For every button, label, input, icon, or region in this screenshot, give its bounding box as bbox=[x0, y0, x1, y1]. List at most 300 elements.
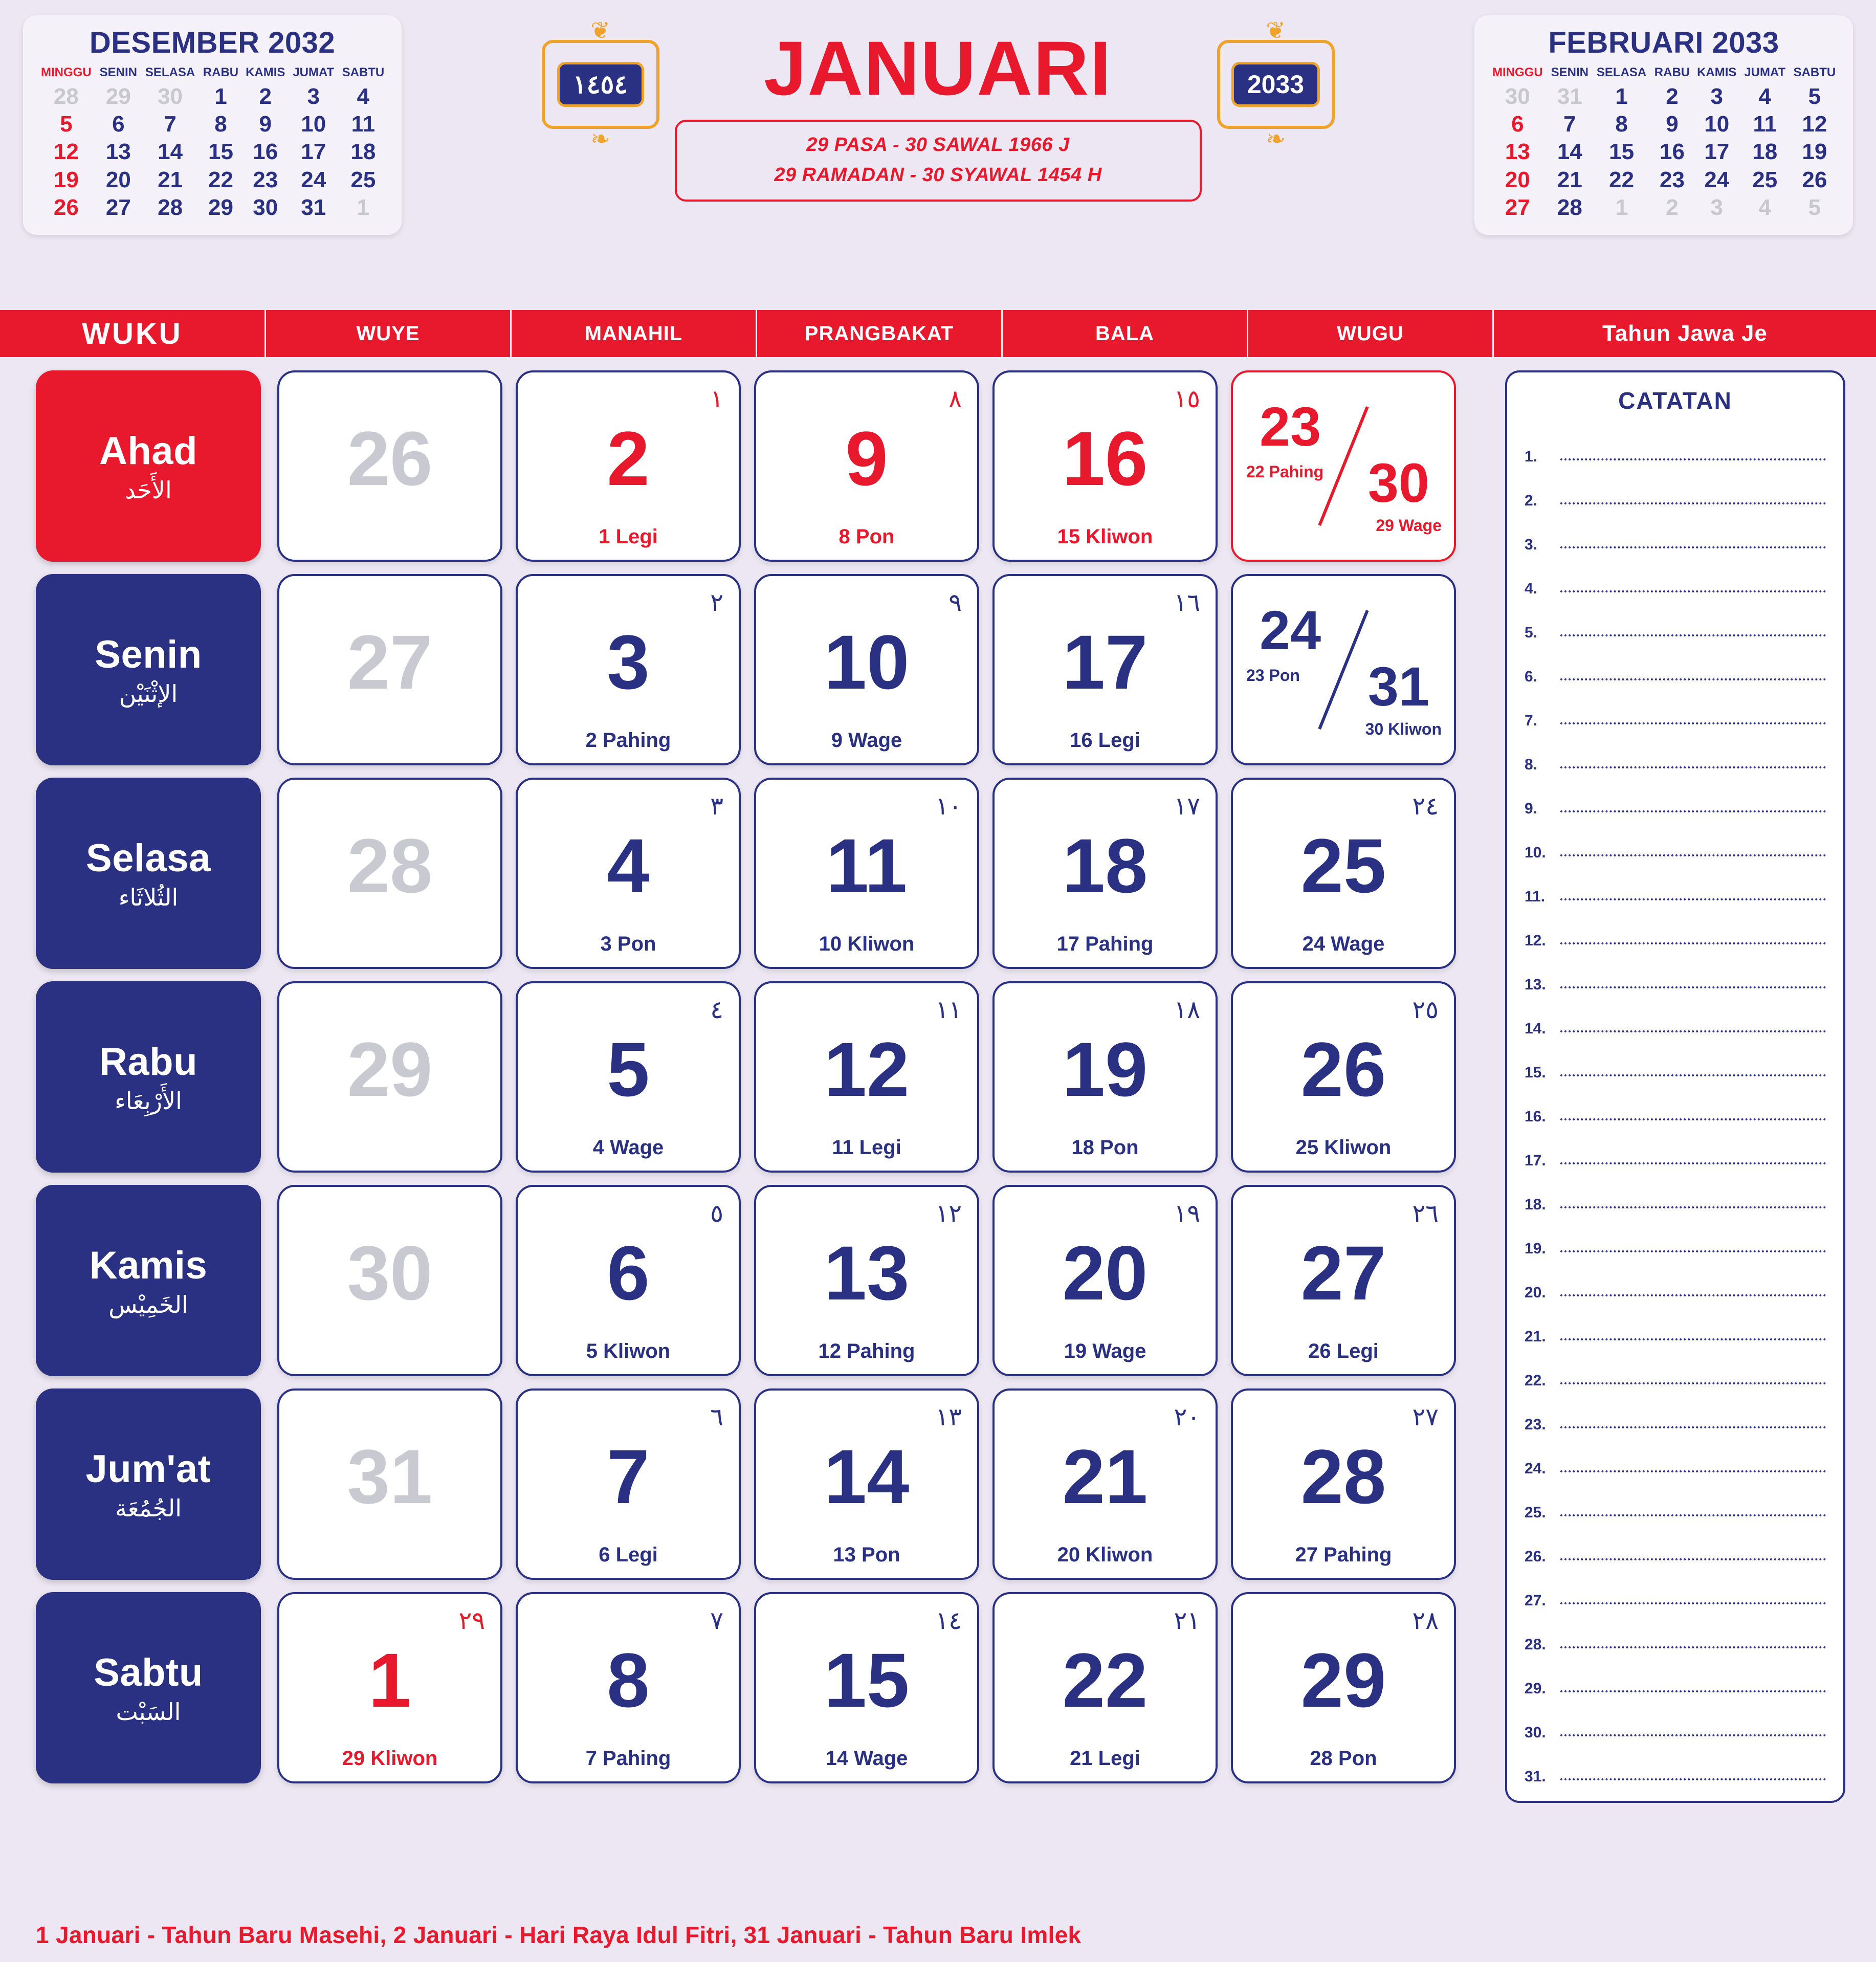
note-line-rule bbox=[1560, 1118, 1826, 1120]
date-cell[interactable] bbox=[754, 778, 979, 969]
date-cell[interactable] bbox=[1231, 1388, 1456, 1580]
pasaran-label: 26 Legi bbox=[1308, 1340, 1379, 1362]
pasaran-label: 18 Pon bbox=[1071, 1136, 1139, 1159]
date-number: 26 bbox=[1300, 1026, 1386, 1112]
hijri-date-number: ١٤ bbox=[935, 1606, 962, 1635]
date-cell[interactable] bbox=[992, 1185, 1218, 1376]
note-line-number: 30. bbox=[1525, 1724, 1546, 1741]
mini-next-weekday-header: SENIN bbox=[1551, 65, 1589, 79]
mini-prev-weekday-header: MINGGU bbox=[41, 65, 92, 79]
note-line-number: 22. bbox=[1525, 1372, 1546, 1389]
note-line[interactable] bbox=[1525, 906, 1826, 950]
day-name-arabic: السَبْت bbox=[116, 1698, 181, 1726]
javanese-year-label: Tahun Jawa Je bbox=[1602, 321, 1768, 346]
note-line-rule bbox=[1560, 1338, 1826, 1340]
pasaran-label: 28 Pon bbox=[1310, 1747, 1377, 1770]
note-line[interactable] bbox=[1525, 1170, 1826, 1214]
mini-prev-weekday-header: KAMIS bbox=[246, 65, 285, 79]
mini-next-week-row bbox=[1488, 83, 1840, 111]
mini-prev-day-cell[interactable]: 9 bbox=[259, 112, 272, 137]
wuku-column-header: WUGU bbox=[1248, 310, 1494, 357]
note-line[interactable] bbox=[1525, 1654, 1826, 1698]
note-line[interactable] bbox=[1525, 1741, 1826, 1785]
note-line[interactable] bbox=[1525, 994, 1826, 1038]
date-number: 17 bbox=[1062, 619, 1148, 705]
pasaran-label: 8 Pon bbox=[838, 525, 895, 548]
note-line-number: 10. bbox=[1525, 844, 1546, 861]
note-line[interactable] bbox=[1525, 642, 1826, 686]
calendar-week-row bbox=[36, 364, 1499, 568]
subtitle-javanese: 29 PASA - 30 SAWAL 1966 J bbox=[806, 134, 1070, 156]
mini-next-day-cell[interactable]: 7 bbox=[1563, 112, 1576, 137]
mini-prev-weekday-header: SELASA bbox=[145, 65, 195, 79]
date-cell[interactable] bbox=[992, 1592, 1218, 1783]
mini-prev-day-cell[interactable]: 24 bbox=[301, 167, 326, 192]
date-cell[interactable] bbox=[516, 574, 741, 765]
day-name-latin: Ahad bbox=[99, 429, 197, 473]
date-number: 15 bbox=[824, 1637, 910, 1723]
date-number: 26 bbox=[347, 415, 433, 501]
mini-prev-weekday-header: RABU bbox=[203, 65, 239, 79]
date-number: 28 bbox=[1300, 1434, 1386, 1519]
mini-prev-day-cell[interactable]: 6 bbox=[112, 112, 125, 137]
day-name-arabic: الإثْنَيْن bbox=[119, 679, 178, 708]
hijri-date-number: ٣ bbox=[710, 792, 723, 821]
mini-next-day-cell[interactable]: 17 bbox=[1704, 139, 1730, 165]
note-line-rule bbox=[1560, 1602, 1826, 1604]
day-name-arabic: الأَحَد bbox=[125, 476, 172, 504]
note-line-rule bbox=[1560, 1294, 1826, 1296]
date-cell[interactable] bbox=[516, 981, 741, 1173]
day-name-label bbox=[36, 1592, 261, 1783]
pasaran-label: 5 Kliwon bbox=[586, 1340, 671, 1362]
note-line-rule bbox=[1560, 1382, 1826, 1384]
hijri-date-number: ٢٩ bbox=[458, 1606, 485, 1635]
note-line[interactable] bbox=[1525, 1610, 1826, 1654]
day-name-arabic: الثُلاثَاء bbox=[118, 883, 179, 911]
date-split-divider bbox=[1318, 406, 1369, 526]
date-number: 2 bbox=[607, 415, 650, 501]
date-cell[interactable] bbox=[1231, 370, 1456, 562]
month-title-block bbox=[675, 20, 1202, 202]
note-line-rule bbox=[1560, 986, 1826, 988]
mini-next-day-cell[interactable]: 5 bbox=[1808, 194, 1821, 220]
mini-prev-week-row bbox=[36, 138, 388, 166]
day-name-latin: Sabtu bbox=[94, 1650, 203, 1694]
mini-next-weekday-header: JUMAT bbox=[1744, 65, 1786, 79]
hijri-year-ornament bbox=[537, 17, 665, 152]
note-line[interactable] bbox=[1525, 598, 1826, 642]
mini-prev-day-cell[interactable]: 11 bbox=[351, 112, 376, 137]
day-name-label bbox=[36, 370, 261, 562]
mini-next-day-cell[interactable]: 27 bbox=[1505, 194, 1530, 220]
note-line[interactable] bbox=[1525, 1126, 1826, 1170]
date-number: 22 bbox=[1062, 1637, 1148, 1723]
wuku-column-header: BALA bbox=[1003, 310, 1248, 357]
day-name-label bbox=[36, 1388, 261, 1580]
note-line-rule bbox=[1560, 546, 1826, 548]
date-cell[interactable] bbox=[277, 1592, 502, 1783]
mini-prev-weekday-header: SABTU bbox=[342, 65, 385, 79]
pasaran-label: 25 Kliwon bbox=[1295, 1136, 1392, 1159]
page-title: JANUARI bbox=[764, 25, 1112, 111]
mini-calendar-next-table bbox=[1488, 65, 1840, 222]
mini-next-day-cell[interactable]: 14 bbox=[1557, 139, 1582, 165]
mini-calendar-previous-month bbox=[23, 15, 402, 235]
note-line-rule bbox=[1560, 1250, 1826, 1252]
mini-prev-day-cell[interactable]: 10 bbox=[301, 112, 326, 137]
date-cell[interactable] bbox=[754, 370, 979, 562]
pasaran-label: 29 Kliwon bbox=[342, 1747, 438, 1770]
day-name-label bbox=[36, 778, 261, 969]
note-line[interactable] bbox=[1525, 818, 1826, 862]
date-cell[interactable] bbox=[1231, 1592, 1456, 1783]
mini-prev-day-cell[interactable]: 28 bbox=[158, 194, 183, 220]
mini-next-day-cell[interactable]: 9 bbox=[1666, 112, 1679, 137]
date-cell[interactable] bbox=[277, 574, 502, 765]
mini-next-day-cell[interactable]: 20 bbox=[1505, 167, 1530, 192]
mini-next-day-cell[interactable]: 1 bbox=[1615, 84, 1628, 109]
mini-prev-day-cell[interactable]: 7 bbox=[164, 112, 176, 137]
date-cell[interactable] bbox=[992, 981, 1218, 1173]
ornament-flourish-bottom-icon: ❧ bbox=[1266, 125, 1286, 152]
note-line[interactable] bbox=[1525, 1478, 1826, 1522]
note-line-rule bbox=[1560, 766, 1826, 768]
note-line[interactable] bbox=[1525, 1434, 1826, 1478]
mini-prev-day-cell[interactable]: 1 bbox=[357, 194, 370, 220]
pasaran-label: 14 Wage bbox=[825, 1747, 908, 1770]
hijri-date-number: ٦ bbox=[710, 1403, 723, 1431]
note-line[interactable] bbox=[1525, 1038, 1826, 1082]
note-line[interactable] bbox=[1525, 1390, 1826, 1434]
date-number: 5 bbox=[607, 1026, 650, 1112]
mini-next-day-cell[interactable]: 2 bbox=[1666, 194, 1679, 220]
note-line-number: 27. bbox=[1525, 1592, 1546, 1609]
note-line-number: 12. bbox=[1525, 932, 1546, 949]
mini-prev-day-cell[interactable]: 23 bbox=[253, 167, 278, 192]
date-cell[interactable] bbox=[1231, 1185, 1456, 1376]
note-line-rule bbox=[1560, 942, 1826, 944]
date-cell[interactable] bbox=[516, 778, 741, 969]
note-line-number: 18. bbox=[1525, 1196, 1546, 1213]
pasaran-label-second: 29 Wage bbox=[1376, 516, 1442, 535]
note-line-rule bbox=[1560, 722, 1826, 724]
date-number-first: 24 bbox=[1260, 599, 1321, 661]
pasaran-label: 27 Pahing bbox=[1295, 1544, 1392, 1566]
note-line-number: 13. bbox=[1525, 976, 1546, 993]
note-line-rule bbox=[1560, 502, 1826, 504]
note-line-number: 8. bbox=[1525, 756, 1538, 773]
mini-next-day-cell[interactable]: 10 bbox=[1704, 112, 1730, 137]
date-number: 30 bbox=[347, 1230, 433, 1316]
gregorian-year-ornament bbox=[1212, 17, 1340, 152]
note-line-rule bbox=[1560, 458, 1826, 460]
mini-next-day-cell[interactable]: 22 bbox=[1609, 167, 1635, 192]
note-line-number: 29. bbox=[1525, 1680, 1546, 1697]
note-line-rule bbox=[1560, 1074, 1826, 1076]
calendar-week-row bbox=[36, 975, 1499, 1179]
mini-next-day-cell[interactable]: 23 bbox=[1659, 167, 1685, 192]
date-cell[interactable] bbox=[277, 1388, 502, 1580]
day-name-arabic: الخَمِيْس bbox=[108, 1290, 188, 1318]
note-line[interactable] bbox=[1525, 554, 1826, 598]
note-line[interactable] bbox=[1525, 422, 1826, 466]
date-number: 13 bbox=[824, 1230, 910, 1316]
ornament-flourish-bottom-icon: ❧ bbox=[590, 125, 610, 152]
notes-title: CATATAN bbox=[1618, 387, 1732, 414]
note-line-rule bbox=[1560, 1690, 1826, 1692]
hijri-date-number: ٢٦ bbox=[1412, 1199, 1439, 1228]
mini-next-day-cell[interactable]: 24 bbox=[1704, 167, 1730, 192]
note-line[interactable] bbox=[1525, 1346, 1826, 1390]
note-line-number: 16. bbox=[1525, 1108, 1546, 1125]
mini-prev-day-cell[interactable]: 8 bbox=[214, 112, 227, 137]
pasaran-label: 24 Wage bbox=[1302, 933, 1385, 955]
calendar-main bbox=[0, 357, 1876, 1813]
pasaran-label: 16 Legi bbox=[1070, 729, 1140, 752]
date-cell[interactable] bbox=[516, 1592, 741, 1783]
mini-prev-day-cell[interactable]: 2 bbox=[259, 84, 272, 109]
note-line[interactable] bbox=[1525, 1082, 1826, 1126]
day-name-latin: Selasa bbox=[86, 836, 211, 880]
wuku-bar bbox=[0, 310, 1876, 357]
note-line[interactable] bbox=[1525, 510, 1826, 554]
note-line-number: 4. bbox=[1525, 580, 1538, 597]
mini-next-day-cell[interactable]: 25 bbox=[1752, 167, 1778, 192]
hijri-date-number: ١٩ bbox=[1174, 1199, 1200, 1228]
mini-prev-day-cell[interactable]: 18 bbox=[350, 139, 376, 165]
note-line-number: 2. bbox=[1525, 492, 1538, 509]
date-number-first: 23 bbox=[1260, 395, 1321, 457]
date-cell[interactable] bbox=[516, 370, 741, 562]
date-number: 19 bbox=[1062, 1026, 1148, 1112]
mini-calendar-next-title: FEBRUARI 2033 bbox=[1548, 26, 1779, 59]
mini-next-day-cell[interactable]: 11 bbox=[1753, 112, 1777, 137]
note-line-number: 25. bbox=[1525, 1504, 1546, 1521]
note-line[interactable] bbox=[1525, 950, 1826, 994]
month-subtitle-box bbox=[675, 120, 1202, 202]
mini-prev-day-cell[interactable]: 31 bbox=[301, 194, 326, 220]
hijri-date-number: ٢٠ bbox=[1174, 1403, 1200, 1431]
note-line-number: 9. bbox=[1525, 800, 1538, 817]
date-number: 27 bbox=[1300, 1230, 1386, 1316]
mini-prev-day-cell[interactable]: 1 bbox=[214, 84, 227, 109]
note-line-number: 26. bbox=[1525, 1548, 1546, 1565]
date-cell[interactable] bbox=[754, 574, 979, 765]
mini-next-day-cell[interactable]: 3 bbox=[1710, 194, 1724, 220]
calendar-week-row bbox=[36, 1586, 1499, 1790]
mini-prev-day-cell[interactable]: 19 bbox=[53, 167, 79, 192]
note-line-rule bbox=[1560, 1514, 1826, 1516]
date-number: 28 bbox=[347, 823, 433, 909]
pasaran-label: 12 Pahing bbox=[818, 1340, 915, 1362]
header-center bbox=[402, 15, 1474, 202]
mini-prev-day-cell[interactable]: 5 bbox=[60, 112, 73, 137]
note-line-number: 19. bbox=[1525, 1240, 1546, 1257]
mini-next-day-cell[interactable]: 3 bbox=[1710, 84, 1724, 109]
mini-next-day-cell[interactable]: 28 bbox=[1557, 194, 1582, 220]
date-cell[interactable] bbox=[992, 574, 1218, 765]
mini-next-day-cell[interactable]: 15 bbox=[1609, 139, 1635, 165]
date-cell[interactable] bbox=[277, 370, 502, 562]
date-cell[interactable] bbox=[992, 778, 1218, 969]
note-line-rule bbox=[1560, 1206, 1826, 1208]
note-line-rule bbox=[1560, 590, 1826, 592]
date-cell[interactable] bbox=[992, 370, 1218, 562]
mini-next-day-cell[interactable]: 2 bbox=[1666, 84, 1679, 109]
mini-next-day-cell[interactable]: 16 bbox=[1659, 139, 1685, 165]
calendar-week-row bbox=[36, 1179, 1499, 1382]
hijri-date-number: ٧ bbox=[710, 1606, 723, 1635]
date-cell[interactable] bbox=[1231, 778, 1456, 969]
date-cell[interactable] bbox=[277, 778, 502, 969]
mini-next-day-cell[interactable]: 19 bbox=[1802, 139, 1827, 165]
pasaran-label: 6 Legi bbox=[599, 1544, 658, 1566]
mini-prev-day-cell[interactable]: 20 bbox=[105, 167, 131, 192]
note-line-number: 3. bbox=[1525, 536, 1538, 553]
mini-prev-weekday-header: SENIN bbox=[99, 65, 138, 79]
mini-next-day-cell[interactable]: 26 bbox=[1802, 167, 1827, 192]
date-number: 29 bbox=[347, 1026, 433, 1112]
mini-next-day-cell[interactable]: 6 bbox=[1511, 112, 1524, 137]
day-name-latin: Jum'at bbox=[85, 1447, 211, 1491]
note-line[interactable] bbox=[1525, 1566, 1826, 1610]
date-cell[interactable] bbox=[754, 1592, 979, 1783]
mini-next-weekday-header: MINGGU bbox=[1492, 65, 1543, 79]
note-line[interactable] bbox=[1525, 1522, 1826, 1566]
mini-prev-day-cell[interactable]: 30 bbox=[253, 194, 278, 220]
mini-prev-day-cell[interactable]: 4 bbox=[357, 84, 370, 109]
note-line-number: 20. bbox=[1525, 1284, 1546, 1301]
date-cell[interactable] bbox=[1231, 981, 1456, 1173]
wuku-column-header: PRANGBAKAT bbox=[757, 310, 1003, 357]
pasaran-label-first: 22 Pahing bbox=[1246, 462, 1324, 481]
note-line[interactable] bbox=[1525, 466, 1826, 510]
note-line[interactable] bbox=[1525, 1302, 1826, 1346]
hijri-date-number: ١٠ bbox=[935, 792, 962, 821]
date-cell[interactable] bbox=[754, 1388, 979, 1580]
note-line[interactable] bbox=[1525, 1258, 1826, 1302]
mini-next-day-cell[interactable]: 13 bbox=[1505, 139, 1530, 165]
hijri-date-number: ٢٧ bbox=[1412, 1403, 1439, 1431]
mini-next-weekday-header: KAMIS bbox=[1697, 65, 1737, 79]
day-name-arabic: الجُمُعَة bbox=[115, 1494, 182, 1522]
mini-prev-day-cell[interactable]: 21 bbox=[158, 167, 183, 192]
note-line[interactable] bbox=[1525, 686, 1826, 730]
date-cell[interactable] bbox=[754, 981, 979, 1173]
note-line-rule bbox=[1560, 1470, 1826, 1472]
calendar-header bbox=[0, 0, 1876, 307]
date-cell[interactable] bbox=[1231, 574, 1456, 765]
date-number: 25 bbox=[1300, 823, 1386, 909]
date-number: 7 bbox=[607, 1434, 650, 1519]
mini-next-week-row bbox=[1488, 111, 1840, 138]
date-number: 8 bbox=[607, 1637, 650, 1723]
mini-next-day-cell[interactable]: 1 bbox=[1615, 194, 1628, 220]
mini-prev-day-cell[interactable]: 29 bbox=[105, 84, 131, 109]
mini-prev-day-cell[interactable]: 30 bbox=[158, 84, 183, 109]
note-line-number: 1. bbox=[1525, 448, 1538, 465]
mini-next-day-cell[interactable]: 5 bbox=[1808, 84, 1821, 109]
pasaran-label: 17 Pahing bbox=[1056, 933, 1154, 955]
day-name-label bbox=[36, 981, 261, 1173]
mini-prev-day-cell[interactable]: 16 bbox=[253, 139, 278, 165]
note-line-number: 11. bbox=[1525, 888, 1546, 905]
mini-next-day-cell[interactable]: 4 bbox=[1758, 84, 1772, 109]
date-cell[interactable] bbox=[516, 1185, 741, 1376]
date-cell[interactable] bbox=[516, 1388, 741, 1580]
hijri-date-number: ١٢ bbox=[935, 1199, 962, 1228]
note-line[interactable] bbox=[1525, 730, 1826, 774]
note-line[interactable] bbox=[1525, 1214, 1826, 1258]
note-line-rule bbox=[1560, 810, 1826, 812]
mini-next-day-cell[interactable]: 30 bbox=[1505, 84, 1530, 109]
calendar-week-row bbox=[36, 568, 1499, 771]
mini-prev-day-cell[interactable]: 14 bbox=[158, 139, 183, 165]
hijri-date-number: ٢٥ bbox=[1412, 996, 1439, 1024]
mini-prev-day-cell[interactable]: 28 bbox=[53, 84, 79, 109]
note-line-number: 21. bbox=[1525, 1328, 1546, 1345]
date-cell[interactable] bbox=[277, 1185, 502, 1376]
mini-next-day-cell[interactable]: 21 bbox=[1557, 167, 1582, 192]
mini-next-week-row bbox=[1488, 166, 1840, 194]
mini-prev-day-cell[interactable]: 13 bbox=[105, 139, 131, 165]
mini-next-day-cell[interactable]: 31 bbox=[1557, 84, 1582, 109]
mini-prev-day-cell[interactable]: 27 bbox=[105, 194, 131, 220]
note-line-rule bbox=[1560, 1030, 1826, 1032]
note-line-rule bbox=[1560, 1426, 1826, 1428]
date-number: 6 bbox=[607, 1230, 650, 1316]
mini-prev-day-cell[interactable]: 12 bbox=[53, 139, 79, 165]
date-split-divider bbox=[1318, 610, 1369, 730]
date-number: 10 bbox=[824, 619, 910, 705]
note-line[interactable] bbox=[1525, 774, 1826, 818]
mini-prev-day-cell[interactable]: 26 bbox=[53, 194, 79, 220]
hijri-date-number: ١٥ bbox=[1174, 385, 1200, 413]
note-line[interactable] bbox=[1525, 862, 1826, 906]
mini-next-day-cell[interactable]: 4 bbox=[1758, 194, 1772, 220]
mini-prev-day-cell[interactable]: 15 bbox=[208, 139, 233, 165]
mini-next-week-row bbox=[1488, 194, 1840, 222]
hijri-date-number: ١٧ bbox=[1174, 792, 1200, 821]
note-line-rule bbox=[1560, 1778, 1826, 1780]
note-line-rule bbox=[1560, 1558, 1826, 1560]
mini-prev-week-row bbox=[36, 166, 388, 194]
mini-prev-day-cell[interactable]: 29 bbox=[208, 194, 233, 220]
note-line[interactable] bbox=[1525, 1698, 1826, 1741]
hijri-year-badge: ١٤٥٤ bbox=[557, 62, 644, 107]
mini-next-day-cell[interactable]: 8 bbox=[1615, 112, 1628, 137]
mini-next-day-cell[interactable]: 12 bbox=[1802, 112, 1827, 137]
date-cell[interactable] bbox=[992, 1388, 1218, 1580]
mini-next-day-cell[interactable]: 18 bbox=[1752, 139, 1778, 165]
date-cell[interactable] bbox=[754, 1185, 979, 1376]
note-line-rule bbox=[1560, 1734, 1826, 1736]
mini-prev-day-cell[interactable]: 25 bbox=[350, 167, 376, 192]
pasaran-label: 11 Legi bbox=[832, 1136, 901, 1159]
mini-prev-day-cell[interactable]: 22 bbox=[208, 167, 233, 192]
mini-prev-day-cell[interactable]: 17 bbox=[301, 139, 326, 165]
mini-next-weekday-header: RABU bbox=[1654, 65, 1690, 79]
hijri-date-number: ٢ bbox=[710, 588, 723, 617]
day-name-arabic: الأَرْبِعَاء bbox=[115, 1087, 182, 1115]
date-cell[interactable] bbox=[277, 981, 502, 1173]
pasaran-label: 2 Pahing bbox=[585, 729, 671, 752]
mini-prev-day-cell[interactable]: 3 bbox=[307, 84, 320, 109]
note-line-rule bbox=[1560, 898, 1826, 900]
note-line-number: 23. bbox=[1525, 1416, 1546, 1433]
day-name-latin: Rabu bbox=[99, 1040, 197, 1084]
